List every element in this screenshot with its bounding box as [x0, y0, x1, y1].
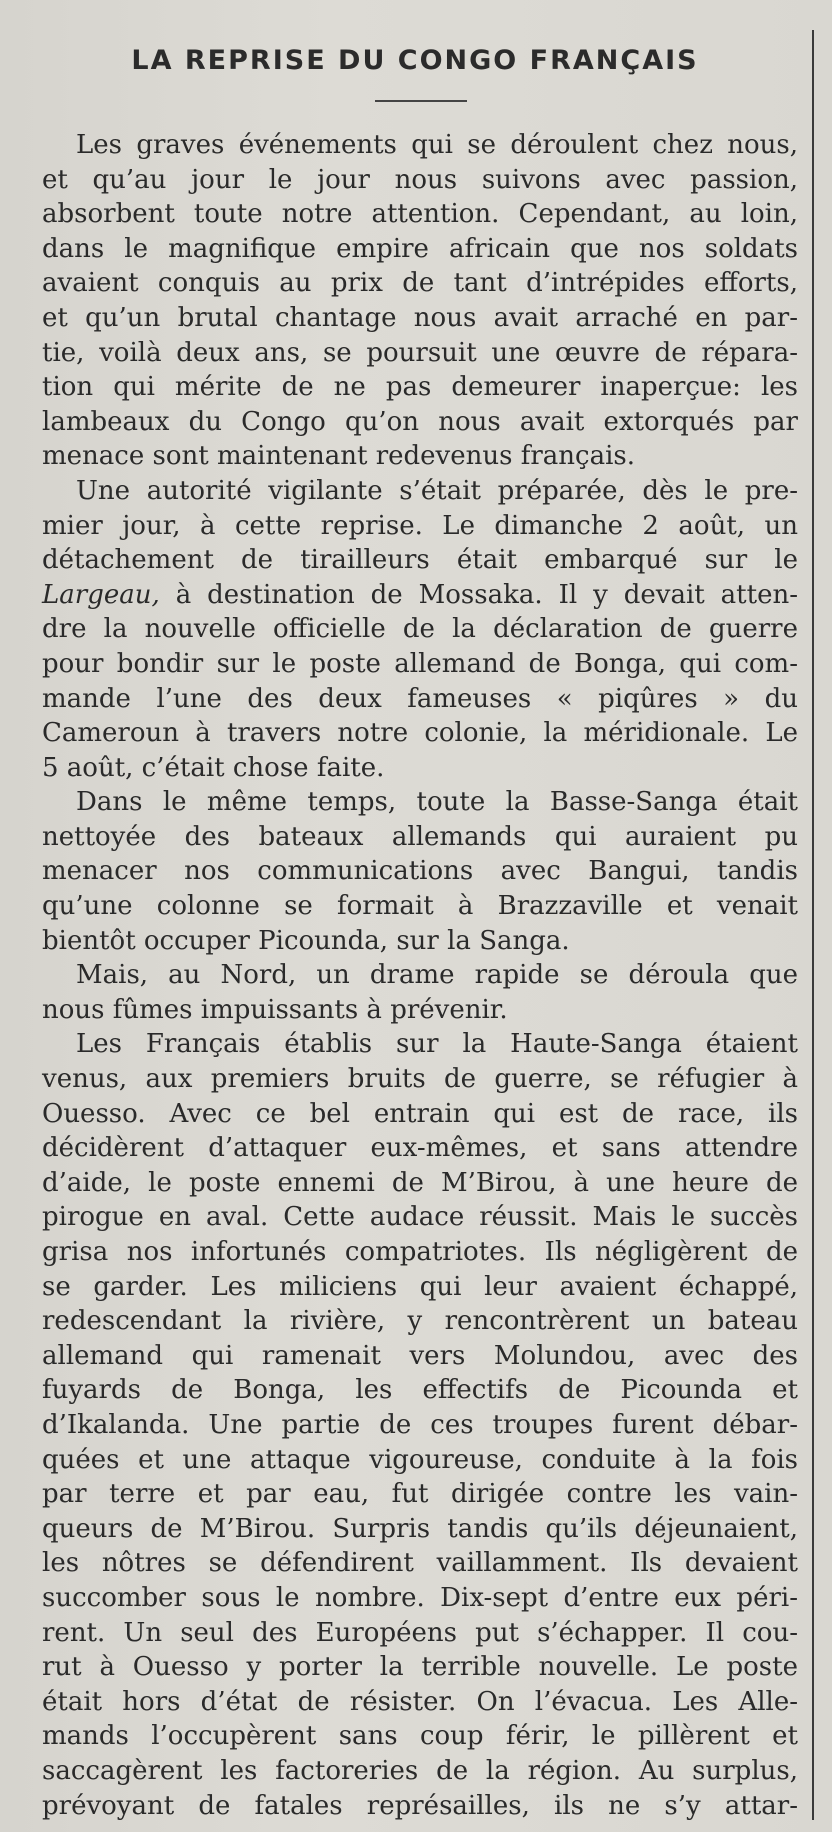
text-line: pirogue en aval. Cette audace réussit. Mais le succès	[42, 1202, 798, 1233]
text-line: lambeaux du Congo qu’on nous avait extorqués par	[42, 406, 798, 437]
text-line: dans le magnifique empire africain que nos soldats	[42, 233, 798, 264]
text-line: détachement de tirailleurs était embarqué sur le	[42, 545, 798, 576]
text-line: Les Français établis sur la Haute-Sanga étaient	[76, 1029, 798, 1060]
text-line: quées et une attaque vigoureuse, conduite à la fois	[42, 1444, 798, 1475]
text-line: mands l’occupèrent sans coup férir, le pillèrent et	[42, 1721, 798, 1752]
text-line: saccagèrent les factoreries de la région. Au surplus,	[42, 1755, 798, 1786]
text-line: mier jour, à cette reprise. Le dimanche 2 août, un	[42, 510, 798, 541]
text-line: fuyards de Bonga, les effectifs de Picounda et	[42, 1375, 798, 1406]
text-line: succomber sous le nombre. Dix-sept d’entre eux péri-	[42, 1582, 798, 1613]
column-rule	[812, 30, 814, 1820]
text-line: redescendant la rivière, y rencontrèrent un bateau	[42, 1306, 798, 1337]
text-line: et qu’au jour le jour nous suivons avec passion,	[42, 164, 798, 195]
text-line: d’aide, le poste ennemi de M’Birou, à une heure de	[42, 1167, 798, 1198]
text-line: prévoyant de fatales représailles, ils ne s’y attar-	[42, 1790, 798, 1821]
text-line: Mais, au Nord, un drame rapide se déroula que	[76, 960, 798, 991]
text-line: Ouesso. Avec ce bel entrain qui est de race, ils	[42, 1098, 798, 1129]
italic-ship-name: Largeau,	[42, 579, 160, 610]
text-line: dre la nouvelle officielle de la déclaration de guerre	[42, 614, 798, 645]
text-line: était hors d’état de résister. On l’évacua. Les Alle-	[42, 1686, 798, 1717]
text-line: venus, aux premiers bruits de guerre, se réfugier à	[42, 1064, 798, 1095]
text-line: qu’une colonne se formait à Brazzaville et venait	[42, 891, 798, 922]
text-line: tie, voilà deux ans, se poursuit une œuvre de répara-	[42, 337, 798, 368]
text-line: Les graves événements qui se déroulent chez nous,	[76, 130, 798, 160]
text-line: les nôtres se défendirent vaillamment. Ils devaient	[42, 1548, 798, 1579]
text-line-rest: à destination de Mossaka. Il y devait atten-	[159, 579, 798, 610]
text-line: Cameroun à travers notre colonie, la méridionale. Le	[42, 718, 798, 749]
text-line: par terre et par eau, fut dirigée contre les vain-	[42, 1479, 798, 1510]
text-line: tion qui mérite de ne pas demeurer inaperçue: les	[42, 372, 798, 403]
text-line: queurs de M’Birou. Surpris tandis qu’ils déjeunaient,	[42, 1513, 798, 1544]
text-line: allemand qui ramenait vers Molundou, avec des	[42, 1340, 798, 1371]
text-line: Dans le même temps, toute la Basse-Sanga était	[76, 787, 798, 818]
text-line: et qu’un brutal chantage nous avait arraché en par-	[42, 302, 798, 333]
text-line: nous fûmes impuissants à prévenir.	[42, 994, 508, 1025]
text-line: menace sont maintenant redevenus français.	[42, 441, 636, 472]
text-line: nettoyée des bateaux allemands qui auraient pu	[42, 821, 798, 852]
text-line: d’Ikalanda. Une partie de ces troupes furent débar-	[42, 1409, 798, 1440]
text-line: absorbent toute notre attention. Cependant, au loin,	[42, 199, 798, 230]
title-divider	[375, 100, 467, 102]
text-line: rent. Un seul des Européens put s’échapper. Il cou-	[42, 1617, 798, 1648]
text-line: rut à Ouesso y porter la terrible nouvelle. Le poste	[42, 1652, 798, 1683]
text-line: se garder. Les miliciens qui leur avaient échappé,	[42, 1271, 798, 1302]
text-line: grisa nos infortunés compatriotes. Ils négligèrent de	[42, 1237, 798, 1267]
text-line: mande l’une des deux fameuses « piqûres » du	[42, 683, 798, 714]
text-line: menacer nos communications avec Bangui, tandis	[42, 856, 798, 887]
text-line: pour bondir sur le poste allemand de Bonga, qui com-	[42, 648, 798, 679]
text-line: 5 août, c’était chose faite.	[42, 752, 385, 783]
text-line: Une autorité vigilante s’était préparée, dès le pre-	[76, 475, 798, 506]
article-title: LA REPRISE DU CONGO FRANÇAIS	[131, 45, 699, 76]
text-line: décidèrent d’attaquer eux-mêmes, et sans attendre	[42, 1133, 798, 1164]
text-line: bientôt occuper Picounda, sur la Sanga.	[42, 925, 570, 956]
article-body	[42, 128, 798, 1823]
text-line	[42, 578, 798, 613]
text-line: avaient conquis au prix de tant d’intrépides efforts,	[42, 268, 798, 299]
